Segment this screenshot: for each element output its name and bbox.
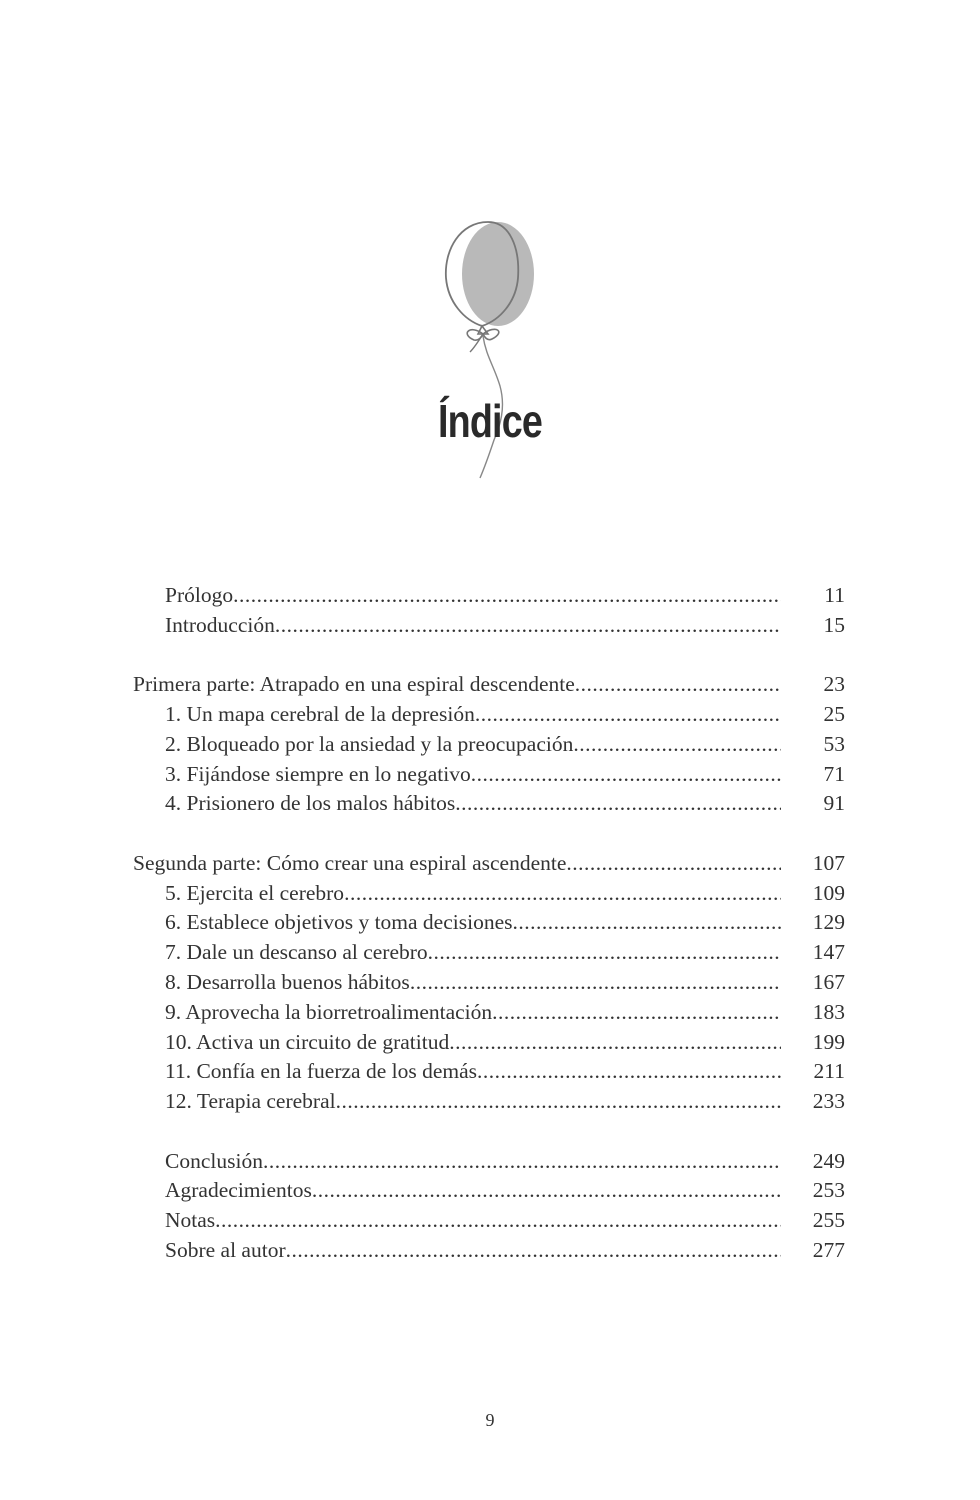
toc-entry-chapter-7[interactable] [133, 938, 845, 968]
toc-entry-chapter-11[interactable] [133, 1057, 845, 1087]
toc-entry-page: 107 [812, 850, 845, 875]
toc-entry-chapter-12[interactable] [133, 1087, 845, 1117]
toc-entry-sobre-el-autor[interactable] [133, 1236, 845, 1266]
toc-entry-introduccion[interactable] [133, 611, 845, 641]
toc-part-heading-2[interactable] [133, 849, 845, 879]
dot-leader [477, 1057, 781, 1087]
toc-entry-page: 211 [813, 1059, 845, 1084]
dot-leader [312, 1176, 781, 1206]
toc-entry-label: 7. Dale un descanso al cerebro [165, 940, 428, 965]
toc-entry-label: 3. Fijándose siempre en lo negativo [165, 761, 471, 786]
toc-entry-label: Primera parte: Atrapado en una espiral descendente [133, 672, 575, 697]
dot-leader [428, 938, 781, 968]
toc-entry-conclusion[interactable] [133, 1147, 845, 1177]
toc-entry-label: Prólogo [165, 583, 234, 607]
toc-entry-label: Introducción [165, 612, 275, 637]
dot-leader [449, 1028, 781, 1058]
toc-entry-label: 9. Aprovecha la biorretroalimentación [165, 999, 493, 1024]
toc-entry-page: 15 [823, 612, 845, 637]
toc-entry-label: 4. Prisionero de los malos hábitos [165, 791, 456, 816]
toc-entry-label: 11. Confía en la fuerza de los demás [165, 1059, 478, 1084]
toc-entry-label: Segunda parte: Cómo crear una espiral ascendente [133, 850, 567, 875]
toc-entry-label: 6. Establece objetivos y toma decisiones [165, 910, 513, 935]
toc-entry-page: 53 [823, 731, 845, 756]
dot-leader [344, 879, 781, 909]
toc-entry-label: 5. Ejercita el cerebro [165, 880, 345, 905]
toc-entry-page: 23 [823, 672, 845, 697]
dot-leader [566, 849, 781, 879]
toc-entry-page: 147 [812, 940, 845, 965]
toc-entry-chapter-9[interactable] [133, 998, 845, 1028]
toc-entry-notas[interactable] [133, 1206, 845, 1236]
toc-entry-agradecimientos[interactable] [133, 1176, 845, 1206]
toc-entry-page: 91 [823, 791, 845, 816]
dot-leader [410, 968, 781, 998]
section-gap [133, 641, 845, 671]
toc-entry-label: 12. Terapia cerebral [165, 1089, 336, 1114]
toc-entry-label: Notas [165, 1208, 216, 1233]
dot-leader [275, 611, 781, 641]
toc-entry-page: 277 [812, 1237, 845, 1262]
dot-leader [471, 760, 781, 790]
toc-entry-page: 109 [812, 880, 845, 905]
toc-entry-label: Conclusión [165, 1148, 263, 1173]
toc-entry-page: 11 [824, 583, 845, 607]
dot-leader [573, 730, 781, 760]
toc-entry-label: 10. Activa un circuito de gratitud [165, 1029, 450, 1054]
toc-entry-page: 255 [812, 1208, 845, 1233]
toc-entry-page: 71 [823, 761, 845, 786]
dot-leader [475, 700, 781, 730]
toc-entry-chapter-8[interactable] [133, 968, 845, 998]
toc-entry-page: 249 [812, 1148, 845, 1173]
dot-leader [233, 581, 781, 611]
section-gap [133, 1117, 845, 1147]
toc-part-heading-1[interactable] [133, 670, 845, 700]
dot-leader [513, 908, 782, 938]
toc-entry-page: 199 [812, 1029, 845, 1054]
dot-leader [215, 1206, 781, 1236]
dot-leader [263, 1147, 781, 1177]
toc-entry-label: 2. Bloqueado por la ansiedad y la preocupación [165, 731, 574, 756]
toc-entry-chapter-1[interactable] [133, 700, 845, 730]
page-title: Índice [437, 395, 543, 447]
dot-leader [492, 998, 781, 1028]
section-gap [133, 819, 845, 849]
toc-entry-chapter-10[interactable] [133, 1028, 845, 1058]
toc-entry-chapter-5[interactable] [133, 879, 845, 909]
toc-entry-chapter-4[interactable] [133, 789, 845, 819]
page-number: 9 [485, 1410, 495, 1430]
toc-entry-page: 129 [812, 910, 845, 935]
dot-leader [575, 670, 781, 700]
toc-entry-label: Sobre al autor [165, 1237, 286, 1262]
toc-entry-label: Agradecimientos [165, 1178, 312, 1203]
toc-entry-page: 253 [812, 1178, 845, 1203]
toc-entry-page: 167 [812, 969, 845, 994]
table-of-contents [133, 581, 845, 1266]
toc-entry-chapter-6[interactable] [133, 908, 845, 938]
dot-leader [455, 789, 781, 819]
toc-entry-prologo[interactable] [133, 581, 845, 611]
toc-entry-label: 1. Un mapa cerebral de la depresión [165, 701, 475, 726]
toc-entry-page: 25 [823, 701, 845, 726]
toc-entry-chapter-2[interactable] [133, 730, 845, 760]
toc-entry-page: 183 [812, 999, 845, 1024]
toc-entry-chapter-3[interactable] [133, 760, 845, 790]
toc-entry-label: 8. Desarrolla buenos hábitos [165, 969, 410, 994]
dot-leader [286, 1236, 781, 1266]
toc-entry-page: 233 [812, 1089, 845, 1114]
dot-leader [336, 1087, 781, 1117]
